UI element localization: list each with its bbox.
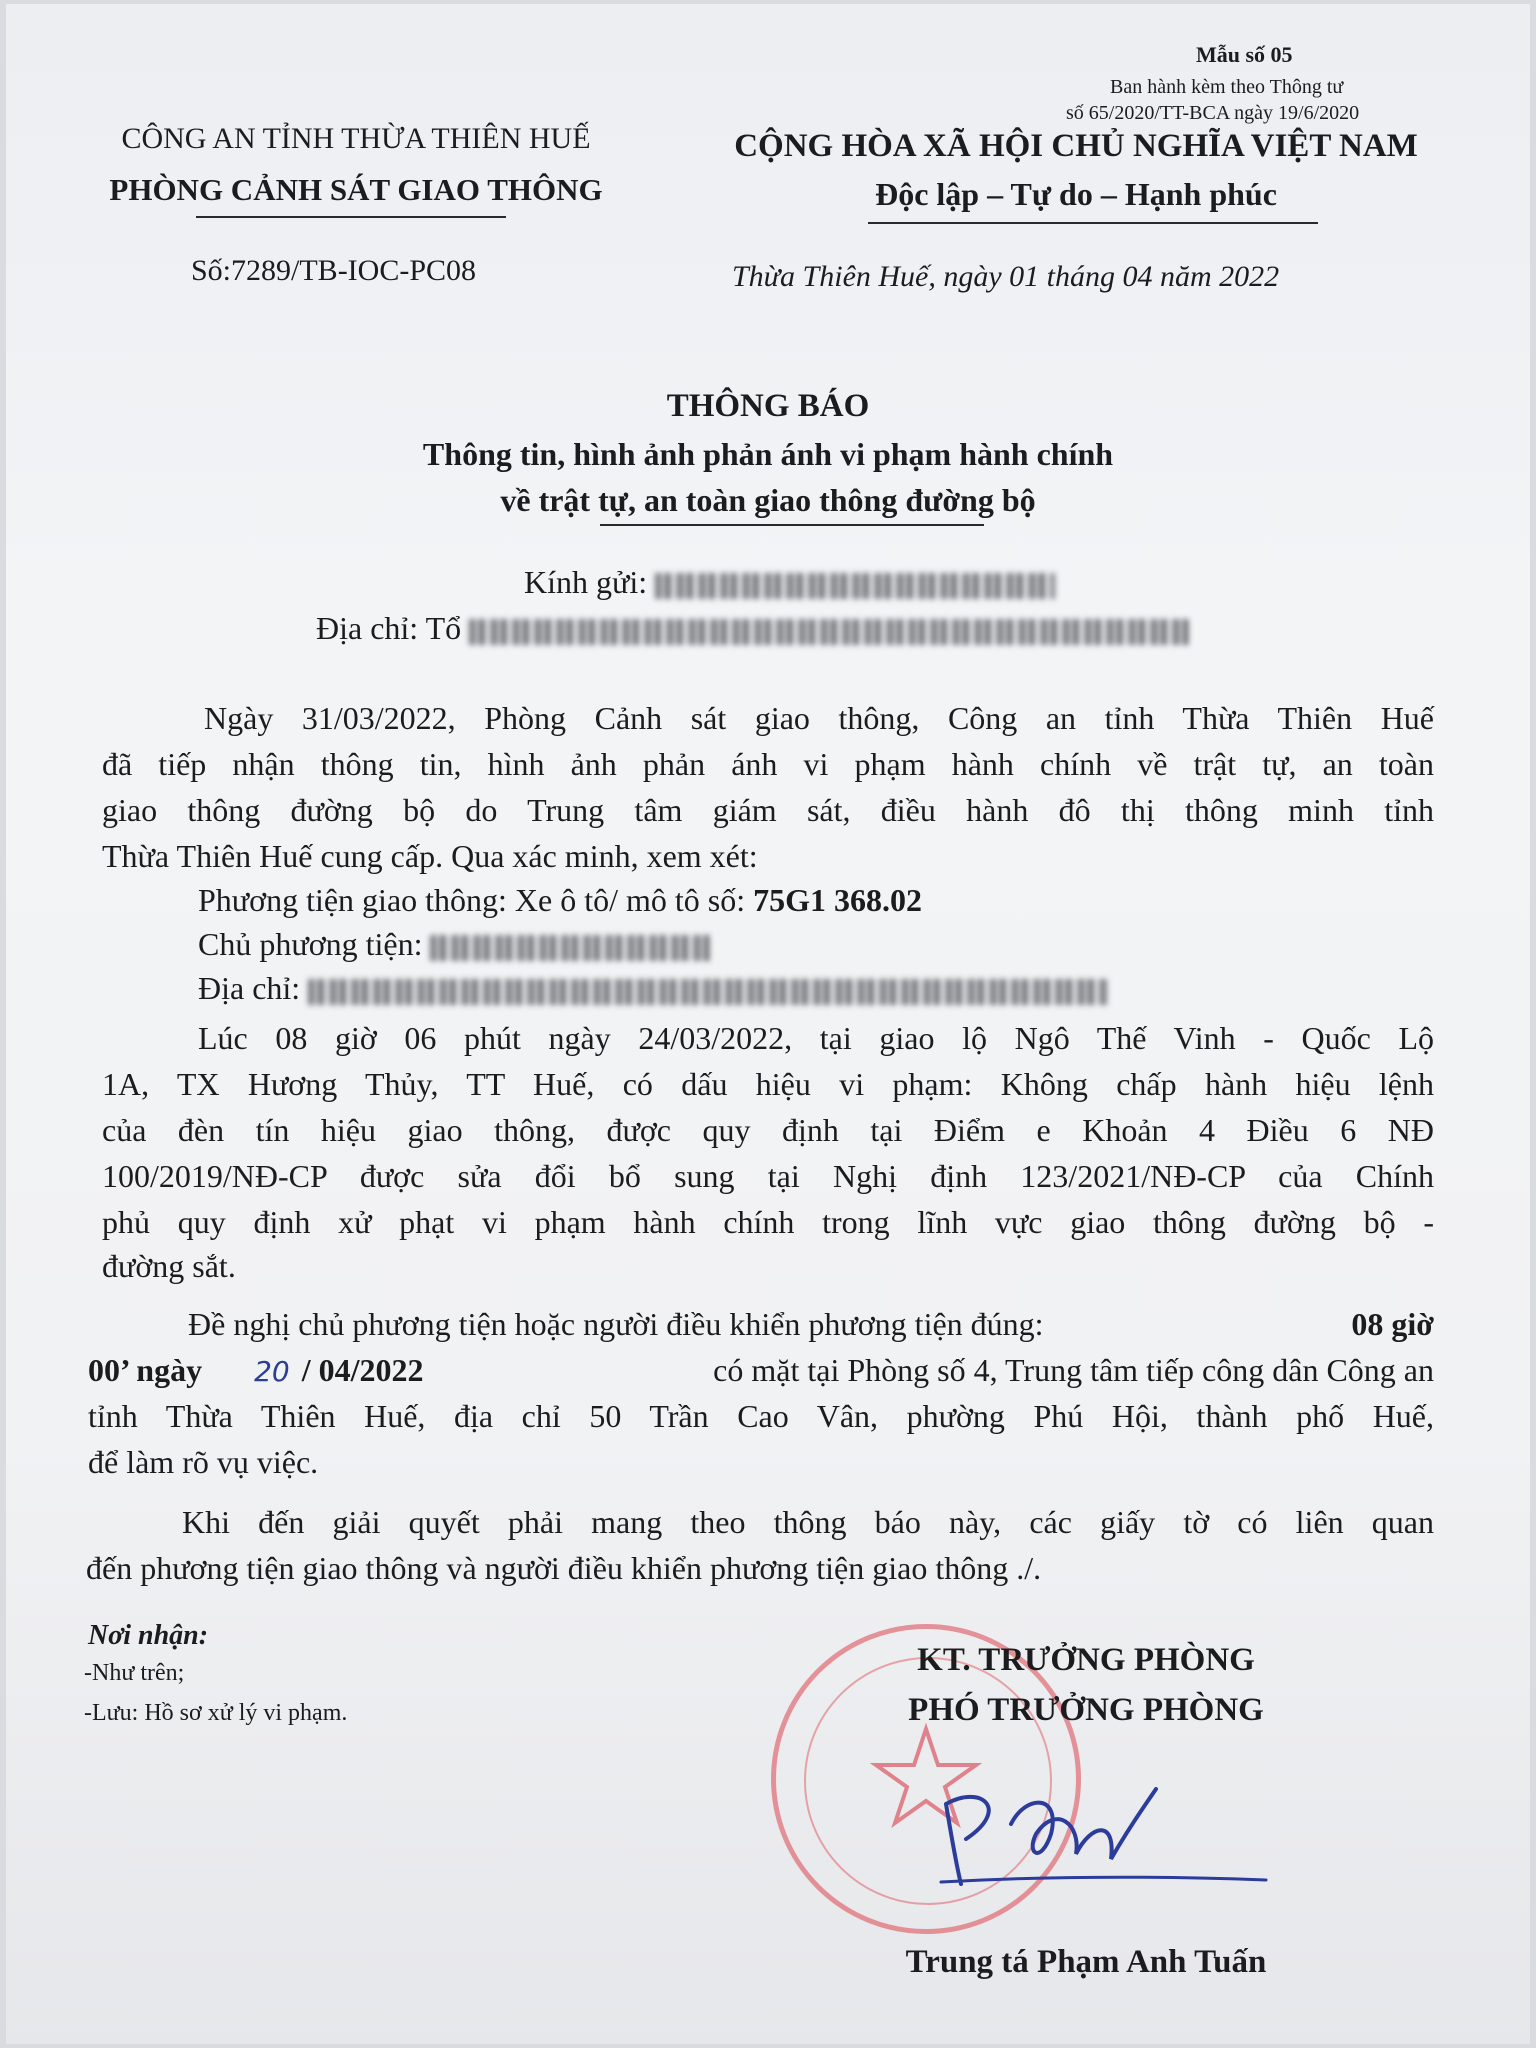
owner-line <box>198 926 710 963</box>
issuer-underline <box>196 216 506 218</box>
paragraph4-line2: đến phương tiện giao thông và người điều khiển phương tiện giao thông ./. <box>86 1550 1042 1586</box>
paragraph4-line1: Khi đến giải quyết phải mang theo thông báo này, các giấy tờ có liên quan <box>182 1504 1434 1540</box>
title-underline <box>600 524 984 526</box>
paragraph1-line3: giao thông đường bộ do Trung tâm giám sát, điều hành đô thị thông minh tỉnh <box>102 792 1434 828</box>
paragraph2-line5: phủ quy định xử phạt vi phạm hành chính trong lĩnh vực giao thông đường bộ - <box>102 1204 1434 1240</box>
paragraph3-text: Đề nghị chủ phương tiện hoặc người điều khiển phương tiện đúng: <box>188 1306 1044 1342</box>
national-motto: Độc lập – Tự do – Hạnh phúc <box>875 176 1277 212</box>
paragraph2-line3: của đèn tín hiệu giao thông, được quy định tại Điểm e Khoản 4 Điều 6 NĐ <box>102 1112 1434 1148</box>
appointment-place: có mặt tại Phòng số 4, Trung tâm tiếp công dân Công an <box>713 1352 1434 1388</box>
paragraph1-line2: đã tiếp nhận thông tin, hình ảnh phản ánh vi phạm hành chính về trật tự, an toàn <box>102 746 1434 782</box>
paragraph3-line3: tỉnh Thừa Thiên Huế, địa chỉ 50 Trần Cao Vân, phường Phú Hội, thành phố Huế, <box>88 1398 1434 1434</box>
paragraph3-line4: để làm rõ vụ việc. <box>88 1444 319 1480</box>
recipients-label: Nơi nhận: <box>88 1620 209 1651</box>
signer-name: Trung tá Phạm Anh Tuấn <box>905 1944 1267 1980</box>
recipient-address-redacted <box>469 619 1189 645</box>
paragraph3-line2 <box>88 1352 1434 1389</box>
owner-address-redacted <box>308 979 1108 1005</box>
notice-subtitle-line2: về trật tự, an toàn giao thông đường bộ <box>500 482 1036 518</box>
notice-title: THÔNG BÁO <box>666 388 870 424</box>
issuer-ministry: CÔNG AN TỈNH THỪA THIÊN HUẾ <box>121 122 591 155</box>
recipient-address-label: Địa chỉ: Tổ <box>316 610 462 646</box>
paragraph2-line2: 1A, TX Hương Thủy, TT Huế, có dấu hiệu vi phạm: Không chấp hành hiệu lệnh <box>102 1066 1434 1102</box>
vehicle-line <box>198 882 922 919</box>
paragraph1-line1: Ngày 31/03/2022, Phòng Cảnh sát giao thông, Công an tỉnh Thừa Thiên Huế <box>204 700 1434 736</box>
owner-address-label: Địa chỉ: <box>198 970 301 1006</box>
form-number: Mẫu số 05 <box>1196 42 1293 67</box>
owner-name-redacted <box>430 935 710 961</box>
form-reference-line2: số 65/2020/TT-BCA ngày 19/6/2020 <box>1066 102 1360 124</box>
recipients-item2: -Lưu: Hồ sơ xử lý vi phạm. <box>84 1700 348 1726</box>
document-number: Số:7289/TB-IOC-PC08 <box>191 254 477 287</box>
signature-title1: KT. TRƯỞNG PHÒNG <box>917 1642 1255 1678</box>
paragraph2-line4: 100/2019/NĐ-CP được sửa đổi bổ sung tại Nghị định 123/2021/NĐ-CP của Chính <box>102 1158 1434 1194</box>
recipient-line <box>524 564 1055 601</box>
recipients-item1: -Như trên; <box>84 1660 185 1686</box>
national-title: CỘNG HÒA XÃ HỘI CHỦ NGHĨA VIỆT NAM <box>734 128 1418 164</box>
appointment-day-handwritten: 20 <box>254 1355 290 1388</box>
appointment-hour: 08 giờ <box>1351 1306 1434 1342</box>
appointment-minute: 00’ ngày <box>88 1352 203 1388</box>
paragraph2-line1: Lúc 08 giờ 06 phút ngày 24/03/2022, tại giao lộ Ngô Thế Vinh - Quốc Lộ <box>198 1020 1434 1056</box>
document-page <box>6 4 1530 2044</box>
recipient-label: Kính gửi: <box>524 564 648 600</box>
motto-underline <box>868 222 1318 224</box>
notice-subtitle-line1: Thông tin, hình ảnh phản ánh vi phạm hành chính <box>422 436 1114 472</box>
form-reference-line1: Ban hành kèm theo Thông tư <box>1110 76 1344 98</box>
signature-title2: PHÓ TRƯỞNG PHÒNG <box>908 1692 1264 1728</box>
document-date: Thừa Thiên Huế, ngày 01 tháng 04 năm 2022 <box>732 260 1280 293</box>
paragraph2-line6: đường sắt. <box>102 1248 236 1284</box>
vehicle-label: Phương tiện giao thông: Xe ô tô/ mô tô số: <box>198 882 746 918</box>
vehicle-plate: 75G1 368.02 <box>753 882 923 918</box>
recipient-address-line <box>316 610 1189 647</box>
recipient-name-redacted <box>655 573 1055 599</box>
paragraph1-line4: Thừa Thiên Huế cung cấp. Qua xác minh, xem xét: <box>102 838 758 874</box>
owner-label: Chủ phương tiện: <box>198 926 423 962</box>
handwritten-signature <box>931 1764 1291 1904</box>
appointment-month: / 04/2022 <box>301 1352 424 1388</box>
issuer-department: PHÒNG CẢNH SÁT GIAO THÔNG <box>109 172 603 207</box>
owner-address-line <box>198 970 1108 1007</box>
paragraph3-line1 <box>188 1306 1434 1343</box>
